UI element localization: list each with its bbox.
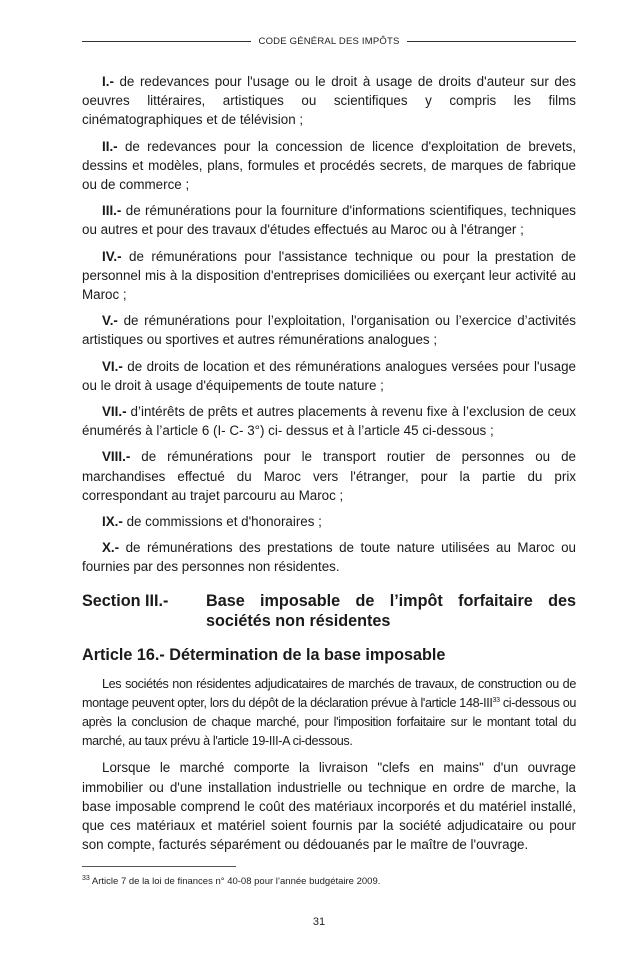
footnote-marker: 33 [82, 874, 90, 882]
list-item-i [82, 72, 576, 130]
list-item-text: de rémunérations pour l'assistance technique ou pour la prestation de personnel mis à la disposition d'entreprises domiciliées ou exerçant leur activité au Maroc ; [82, 248, 576, 303]
list-item-text: de rémunérations pour la fourniture d'informations scientifiques, techniques ou autres et pour des travaux d'études effectués au Maroc ou à l'étranger ; [82, 203, 576, 238]
footnote-reference[interactable]: 33 [492, 696, 500, 704]
list-item-iv [82, 247, 576, 305]
footnote-text: Article 7 de la loi de finances n° 40-08 pour l’année budgétaire 2009. [89, 876, 381, 887]
article-heading: Article 16.- Détermination de la base imposable [82, 645, 446, 664]
list-item-number: VI.- [102, 358, 123, 374]
list-item-text: d’intérêts de prêts et autres placements à revenu fixe à l’exclusion de ceux énumérés à l’article 6 (I- C- 3°) ci- dessus et à l’article 45 ci-dessous ; [82, 404, 576, 439]
list-item-number: III.- [102, 203, 122, 219]
section-label: Section III.- [82, 591, 169, 610]
list-item-number: X.- [102, 540, 120, 556]
running-header [82, 33, 576, 49]
list-item-text: de redevances pour l'usage ou le droit à usage de droits d'auteur sur des oeuvres littéraires, artistiques ou scientifiques y compris les films cinématographiques et de télévision ; [82, 74, 576, 128]
list-item-number: VIII.- [102, 449, 131, 465]
list-item-x [82, 538, 576, 576]
list-item-number: IV.- [102, 248, 122, 264]
list-item-number: II.- [102, 138, 118, 154]
header-rule-right [407, 41, 576, 42]
list-item-ix [82, 512, 576, 531]
list-item-text: de commissions et d'honoraires ; [122, 514, 322, 530]
paragraph-text: ci-dessous ou après la conclusion de chaque marché, pour l'imposition forfaitaire sur le montant total du marché, au taux prévu à l'article 19-III-A ci-dessous. [82, 695, 576, 749]
list-item-number: I.- [102, 74, 114, 89]
list-item-ii [82, 137, 576, 195]
page-body [82, 72, 576, 862]
list-item-vii [82, 402, 576, 440]
list-item-text: de droits de location et des rémunérations analogues versées pour l'usage ou le droit à usage d'équipements de toute nature ; [82, 358, 576, 393]
list-item-text: de rémunérations pour le transport routier de personnes ou de marchandises effectué du Maroc vers l'étranger, pour la partie du prix correspondant au trajet parcouru au Maroc ; [82, 449, 576, 503]
list-item-text: de rémunérations pour l’exploitation, l'organisation ou l’exercice d’activités artistiques ou sportives et autres rémunérations analogues ; [82, 313, 576, 348]
list-item-number: VII.- [102, 404, 127, 420]
section-title: Base imposable de l’impôt forfaitaire des sociétés non résidentes [206, 591, 576, 630]
page-number: 31 [312, 916, 326, 928]
section-heading [82, 591, 576, 631]
article-paragraph-1 [82, 675, 576, 752]
list-item-text: de rémunérations des prestations de toute nature utilisées au Maroc ou fournies par des personnes non résidentes. [82, 540, 576, 575]
footnote [82, 876, 576, 888]
article-paragraph-2: Lorsque le marché comporte la livraison "clefs en mains" d'un ouvrage immobilier ou d'une installation industrielle ou technique en ordre de marche, la base imposable comprend le coût des matériaux incorporés et du matériel installé, que ces matériaux et matériel soient fournis par la société adjudicataire ou pour son compte, facturés séparément ou dédouanés par le maître de l'ouvrage. [82, 760, 576, 853]
list-item-number: IX.- [102, 514, 123, 530]
list-item-v [82, 311, 576, 349]
footnote-separator [82, 866, 236, 867]
list-item-number: V.- [102, 313, 118, 329]
paragraph-text: Les sociétés non résidentes adjudicataires de marchés de travaux, de construction ou de montage peuvent opter, lors du dépôt de la déclaration prévue à l'article 148-III [82, 676, 576, 710]
list-item-viii [82, 447, 576, 505]
list-item-iii [82, 201, 576, 239]
list-item-vi [82, 357, 576, 395]
list-item-text: de redevances pour la concession de licence d'exploitation de brevets, dessins et modèles, plans, formules et procédés secrets, de marques de fabrique ou de commerce ; [82, 138, 576, 193]
header-title: CODE GÉNÉRAL DES IMPÔTS [258, 35, 400, 47]
header-rule-left [82, 41, 251, 42]
